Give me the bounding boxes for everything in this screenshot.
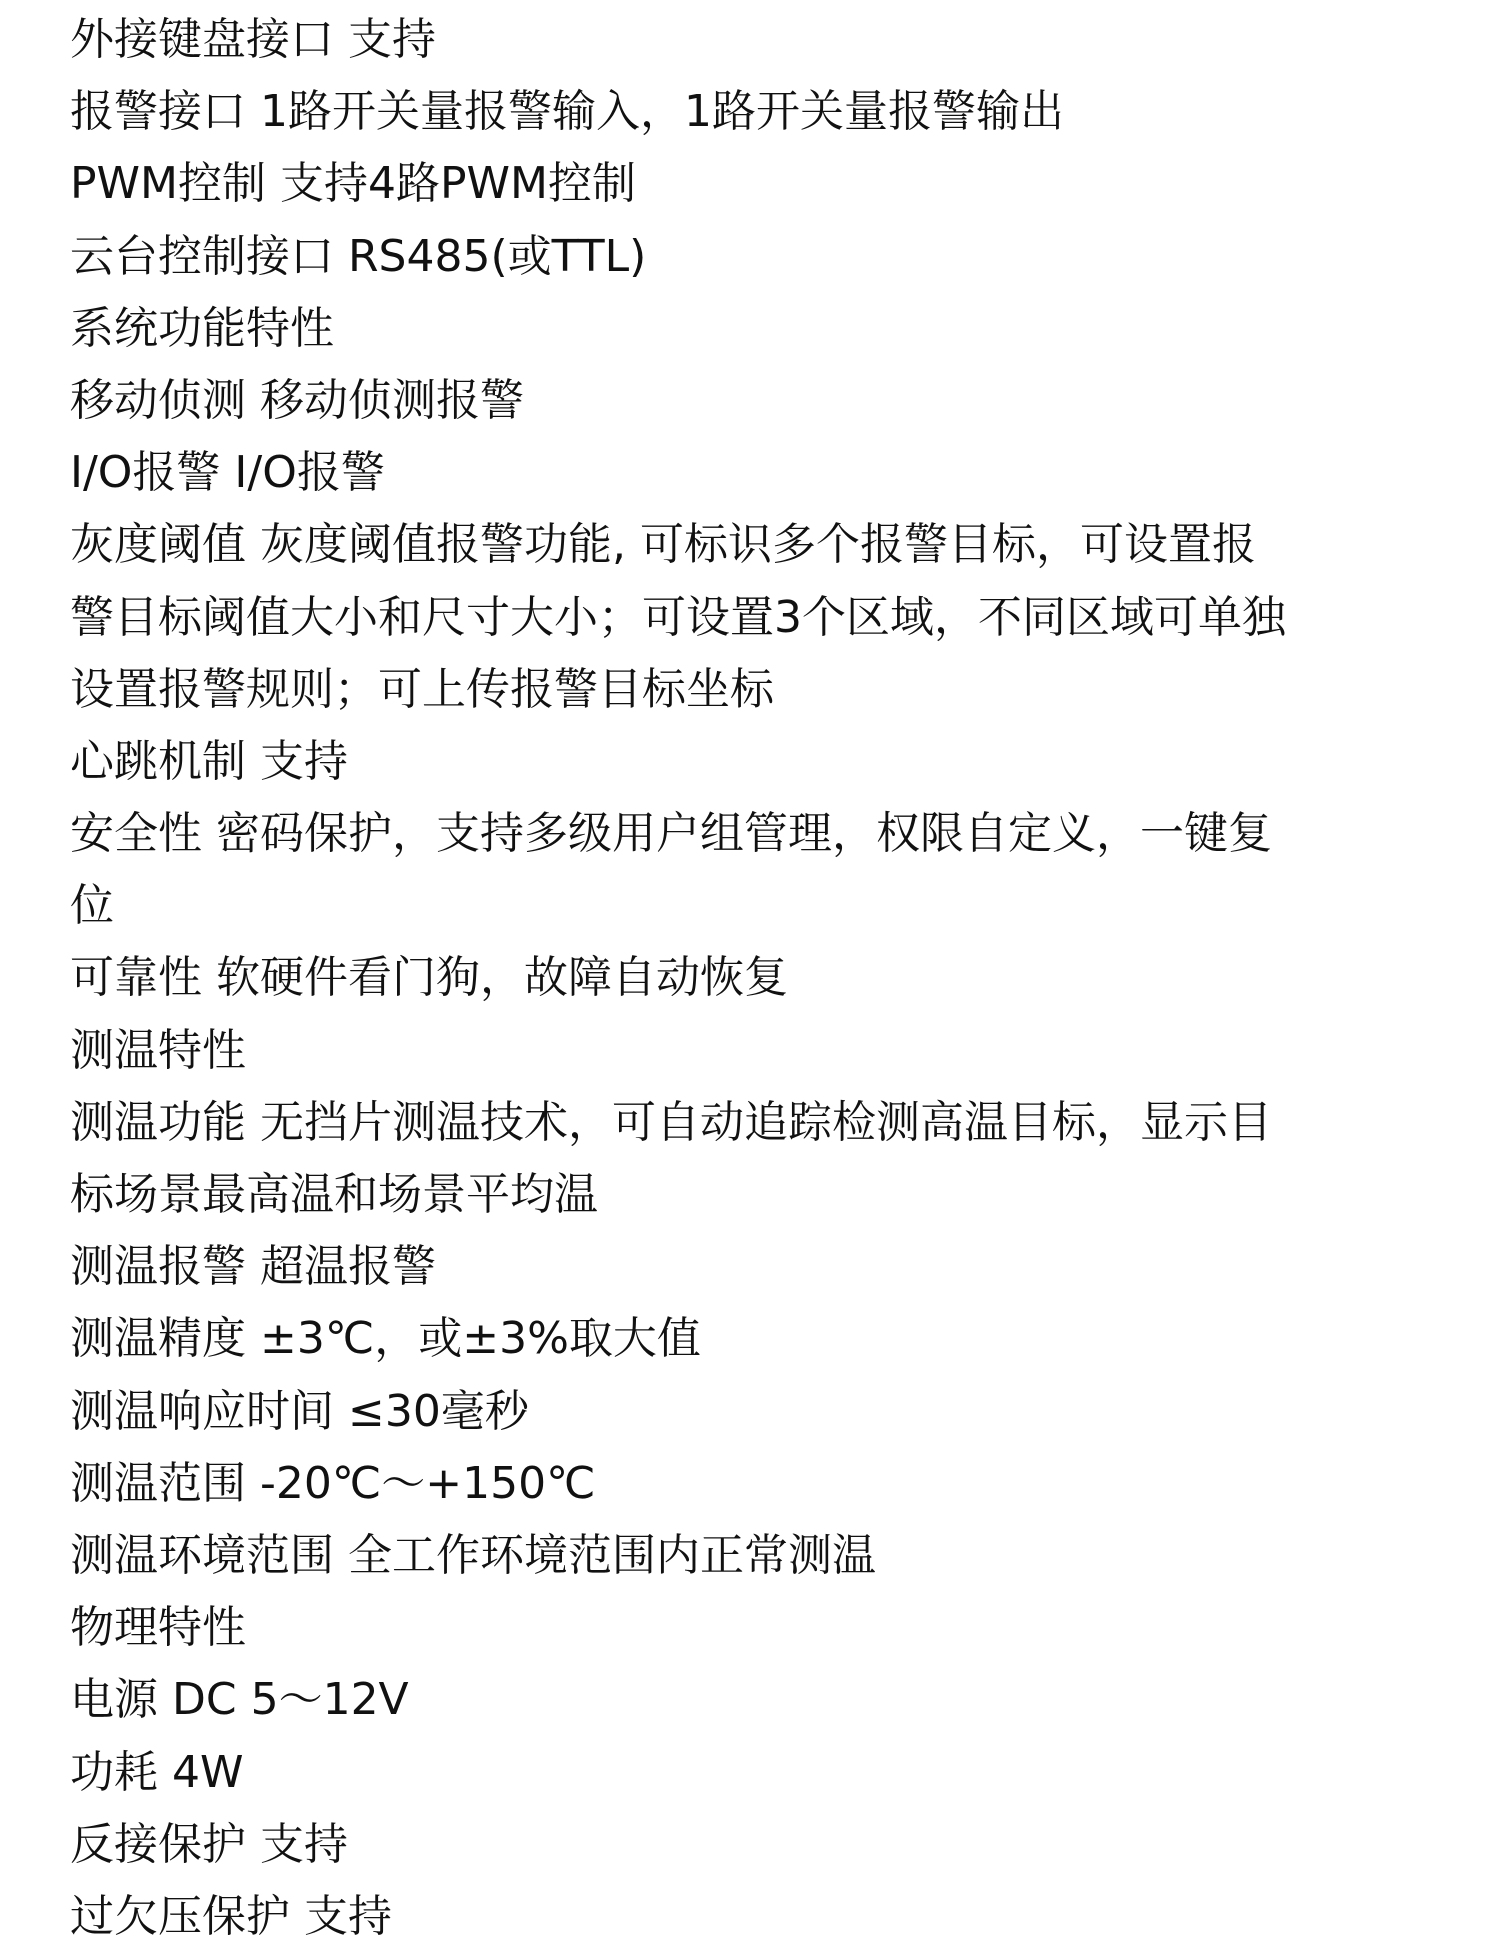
text-line: 反接保护 支持 (70, 1818, 348, 1870)
text-line: 标场景最高温和场景平均温 (70, 1169, 598, 1220)
text-line: 警目标阈值大小和尺寸大小；可设置3个区域，不同区域可单独 (70, 591, 1286, 643)
text-line: 云台控制接口 RS485(或TTL) (70, 230, 647, 282)
section-heading: 测温特性 (70, 1024, 246, 1076)
text-line: 外接键盘接口 支持 (70, 14, 436, 65)
text-line: 位 (70, 880, 114, 932)
text-line: 设置报警规则；可上传报警目标坐标 (70, 663, 774, 715)
text-line: 测温功能 无挡片测温技术，可自动追踪检测高温目标，显示目 (70, 1096, 1272, 1148)
text-line: 心跳机制 支持 (70, 735, 348, 787)
text-line: 测温范围 -20℃～+150℃ (70, 1457, 596, 1509)
text-line: 电源 DC 5～12V (70, 1674, 409, 1726)
spec-document (70, 4, 1440, 1953)
text-line: 灰度阈值 灰度阈值报警功能, 可标识多个报警目标，可设置报 (70, 519, 1256, 571)
text-line: 过欠压保护 支持 (70, 1890, 392, 1942)
text-line: PWM控制 支持4路PWM控制 (70, 158, 636, 210)
text-line: 可靠性 软硬件看门狗，故障自动恢复 (70, 952, 788, 1004)
section-heading: 物理特性 (70, 1602, 246, 1654)
text-line: 测温报警 超温报警 (70, 1241, 436, 1293)
text-line: 功耗 4W (70, 1746, 244, 1798)
text-line: 测温精度 ±3℃，或±3%取大值 (70, 1313, 701, 1365)
text-line: 安全性 密码保护，支持多级用户组管理，权限自定义，一键复 (70, 808, 1272, 860)
text-line: 报警接口 1路开关量报警输入，1路开关量报警输出 (70, 86, 1064, 138)
text-line: I/O报警 I/O报警 (70, 447, 385, 499)
section-heading: 系统功能特性 (70, 302, 334, 354)
text-line: 移动侦测 移动侦测报警 (70, 374, 524, 426)
text-line: 测温响应时间 ≤30毫秒 (70, 1385, 529, 1437)
text-line: 测温环境范围 全工作环境范围内正常测温 (70, 1529, 876, 1581)
